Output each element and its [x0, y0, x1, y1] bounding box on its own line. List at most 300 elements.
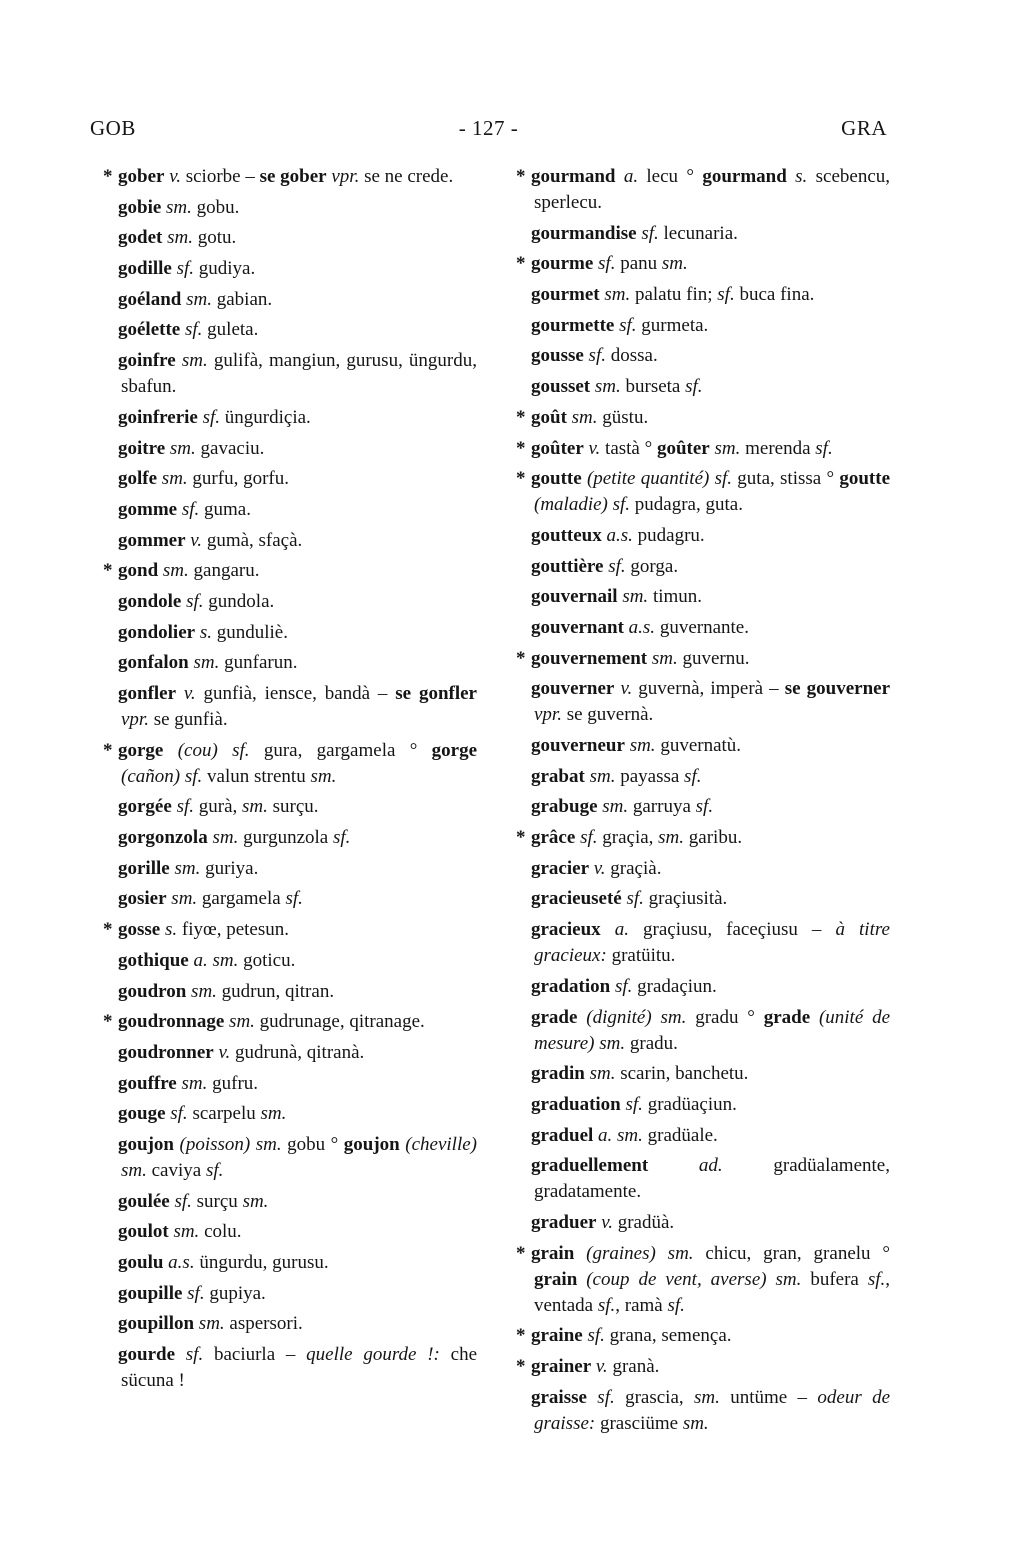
definition-text: caviya: [146, 1159, 206, 1181]
grammar-label: a. sm.: [193, 949, 239, 971]
dictionary-entry: [87, 497, 477, 523]
headword: gorge: [118, 739, 164, 761]
dictionary-entry: [500, 1210, 890, 1236]
grammar-label: ad.: [698, 1155, 723, 1177]
dictionary-entry: [87, 917, 477, 943]
grammar-label: sm.: [604, 284, 631, 306]
grammar-label: (coup de vent, averse) sm.: [586, 1268, 802, 1290]
definition-text: [175, 1344, 186, 1365]
definition-text: burseta: [620, 376, 686, 398]
dictionary-entry: [87, 1101, 477, 1127]
grammar-label: s.: [199, 621, 212, 643]
headword: gouverner: [531, 678, 615, 700]
dictionary-entry: [500, 313, 890, 339]
definition-text: grascia,: [614, 1386, 694, 1408]
grammar-label: a. sm.: [598, 1124, 643, 1146]
header-first-entry: GOB: [90, 116, 136, 140]
headword: goûter: [656, 437, 710, 459]
grammar-label: sm.: [212, 827, 239, 849]
definition-text: gumà, sfaçà.: [202, 529, 303, 551]
definition-text: gudrunage, qitranage.: [254, 1011, 425, 1033]
headword: grabat: [531, 765, 585, 787]
grammar-label: sf.: [815, 437, 833, 459]
headword: graduer: [531, 1211, 597, 1233]
definition-text: merenda: [740, 437, 816, 459]
dictionary-entry: [87, 195, 477, 221]
definition-text: gavaciu.: [195, 437, 265, 459]
entry-marker: *: [103, 1011, 113, 1033]
grammar-label: sm.: [181, 350, 208, 372]
dictionary-entry: [87, 466, 477, 492]
definition-text: gufru.: [207, 1072, 259, 1094]
headword: graine: [531, 1325, 583, 1347]
headword: se gonfler: [395, 683, 477, 704]
definition-text: , ramà: [615, 1294, 668, 1316]
dictionary-entry: [500, 1123, 890, 1149]
definition-text: gudrun, qitran.: [216, 980, 335, 1002]
definition-text: fiyœ, petesun.: [177, 919, 290, 941]
dictionary-entry: [87, 1281, 477, 1307]
headword: gourmand: [702, 166, 787, 187]
grammar-label: sf.: [867, 1268, 886, 1290]
headword: grade: [763, 1006, 811, 1028]
headword: goudronnage: [118, 1011, 225, 1033]
grammar-label: a.s.: [168, 1252, 195, 1273]
grammar-label: v.: [620, 678, 633, 700]
grammar-label: sm.: [571, 406, 598, 428]
entry-marker: *: [516, 406, 526, 428]
headword: gourmandise: [531, 222, 637, 244]
dictionary-entry: [500, 1354, 890, 1380]
grammar-label: sm.: [589, 765, 616, 787]
grammar-label: (graines) sm.: [586, 1242, 694, 1264]
definition-text: surçu.: [267, 796, 319, 818]
grammar-label: v.: [588, 437, 601, 459]
grammar-label: sf.: [685, 376, 703, 398]
page-number: - 127 -: [458, 116, 519, 140]
grammar-label: (poisson) sm.: [179, 1133, 282, 1155]
dictionary-entry: [87, 681, 477, 733]
definition-text: gotu.: [192, 227, 237, 249]
headword: grade: [531, 1006, 578, 1028]
entry-marker: *: [516, 166, 526, 187]
definition-text: dossa.: [605, 345, 658, 367]
grammar-label: vpr.: [534, 704, 562, 726]
dictionary-entry: [87, 287, 477, 313]
dictionary-entry: [87, 225, 477, 251]
definition-text: gurgunzola: [238, 827, 333, 849]
headword: graduation: [531, 1093, 621, 1115]
grammar-label: sf.: [185, 1344, 204, 1366]
headword: gorgée: [118, 796, 172, 818]
definition-text: valun strentu: [202, 765, 311, 787]
headword: gorgonzola: [118, 827, 208, 849]
dictionary-entry: [87, 558, 477, 584]
definition-text: panu: [615, 253, 662, 275]
headword: goulot: [118, 1221, 169, 1243]
grammar-label: sm.: [173, 1221, 200, 1243]
definition-text: guvernatù.: [655, 735, 742, 756]
dictionary-entry: [500, 554, 890, 580]
headword: gourde: [118, 1344, 175, 1366]
entry-marker: *: [103, 739, 113, 761]
grammar-label: v.: [183, 683, 196, 704]
dictionary-entry: [500, 374, 890, 400]
grammar-label: quelle gourde !:: [306, 1344, 440, 1366]
definition-text: gobu °: [281, 1133, 344, 1155]
grammar-label: sm.: [651, 647, 678, 669]
headword: graisse: [531, 1386, 587, 1408]
dictionary-entry: [87, 979, 477, 1005]
headword: se gouverner: [784, 678, 891, 700]
grammar-label: sf.: [285, 888, 303, 910]
headword: gosier: [118, 888, 167, 910]
definition-text: guvernu.: [677, 647, 750, 669]
grammar-label: s.: [164, 919, 178, 941]
definition-text: gradu.: [625, 1032, 678, 1054]
definition-text: güstu.: [597, 406, 649, 428]
definition-text: gudiya.: [194, 258, 256, 280]
grammar-label: sf.: [170, 1103, 188, 1125]
grammar-label: sm.: [181, 1072, 208, 1094]
definition-text: [615, 166, 623, 187]
grammar-label: sm.: [161, 468, 188, 490]
grammar-label: v.: [593, 857, 606, 879]
headword: goélette: [118, 319, 181, 341]
headword: gorge: [431, 739, 478, 761]
grammar-label: (cañon) sf.: [121, 765, 203, 787]
definition-text: pudagru.: [632, 524, 705, 546]
definition-text: pudagra, guta.: [630, 494, 743, 516]
dictionary-entry: [87, 1009, 477, 1035]
definition-text: grasciüme: [595, 1412, 683, 1434]
headword: goûter: [531, 437, 584, 459]
dictionary-entry: [500, 1061, 890, 1087]
definition-text: graçiusu, faceçiusu –: [628, 919, 836, 941]
headword: godet: [118, 227, 163, 249]
dictionary-entry: [87, 256, 477, 282]
grammar-label: sm.: [242, 1190, 269, 1212]
dictionary-entry: [87, 825, 477, 851]
definition-text: gradu °: [686, 1006, 764, 1028]
grammar-label: sm.: [174, 857, 201, 879]
definition-text: gulifà, mangiun, gurusu, üngurdu, sbafun.: [121, 350, 478, 398]
grammar-label: sm.: [229, 1011, 255, 1033]
grammar-label: sf.: [598, 253, 616, 275]
definition-text: [574, 1243, 586, 1264]
headword: gondolier: [118, 621, 196, 643]
headword: gouvernement: [531, 647, 648, 669]
dictionary-entry: [500, 523, 890, 549]
definition-text: graçia,: [597, 827, 659, 849]
grammar-label: sf.: [184, 319, 203, 341]
dictionary-entry: [500, 615, 890, 641]
grammar-label: sm.: [191, 980, 217, 1002]
grammar-label: sf.: [597, 1294, 616, 1316]
dictionary-entry: [500, 282, 890, 308]
definition-text: gradüaçiun.: [642, 1093, 737, 1115]
headword: grabuge: [531, 796, 598, 818]
headword: gosse: [118, 919, 161, 941]
entry-marker: *: [103, 560, 113, 582]
headword: gousse: [531, 345, 584, 367]
definition-text: [587, 1387, 597, 1408]
grammar-label: sf.: [332, 827, 351, 849]
grammar-label: sf.: [597, 1386, 615, 1408]
grammar-label: sm.: [193, 652, 220, 674]
grammar-label: sm.: [162, 560, 189, 582]
headword: goujon: [118, 1133, 174, 1155]
definition-text: guvernante.: [655, 616, 749, 638]
headword: grâce: [531, 827, 576, 849]
grammar-label: sf.: [695, 796, 714, 818]
dictionary-entry: [87, 620, 477, 646]
grammar-label: a.: [614, 919, 629, 941]
page-header: [90, 116, 887, 148]
definition-text: gradüalamente, gradatamente.: [534, 1155, 890, 1203]
dictionary-entry: [87, 436, 477, 462]
grammar-label: sm.: [682, 1412, 709, 1434]
definition-text: surçu: [191, 1190, 243, 1212]
dictionary-entry: [87, 164, 477, 190]
headword: goupille: [118, 1282, 183, 1304]
headword: goulu: [118, 1252, 164, 1273]
grammar-label: vpr.: [121, 709, 149, 730]
headword: gourmette: [531, 314, 615, 336]
dictionary-entry: [87, 650, 477, 676]
grammar-label: sm.: [169, 437, 196, 459]
headword: grain: [534, 1268, 578, 1290]
definition-text: gradüale.: [642, 1124, 718, 1146]
dictionary-entry: [87, 317, 477, 343]
grammar-label: sm.: [622, 586, 649, 608]
definition-text: gradaçiun.: [632, 975, 717, 997]
grammar-label: v.: [169, 166, 181, 187]
grammar-label: sf.: [608, 555, 626, 577]
dictionary-entry: [500, 794, 890, 820]
headword: goupillon: [118, 1313, 195, 1335]
entry-marker: *: [516, 1356, 526, 1377]
dictionary-entry: [500, 1323, 890, 1349]
definition-text: granà.: [607, 1356, 660, 1377]
entry-marker: *: [516, 827, 526, 849]
definition-text: gorga.: [625, 555, 679, 577]
dictionary-entry: [87, 856, 477, 882]
grammar-label: sf.: [176, 258, 195, 280]
grammar-label: s.: [795, 166, 808, 187]
definition-text: [601, 919, 615, 940]
headword: gradin: [531, 1063, 585, 1085]
entry-marker: *: [516, 437, 526, 459]
grammar-label: sf.: [205, 1159, 224, 1181]
headword: gommer: [118, 529, 186, 551]
dictionary-entry: [500, 251, 890, 277]
dictionary-entry: [500, 1092, 890, 1118]
headword: se gober: [259, 166, 327, 187]
dictionary-entry: [500, 466, 890, 518]
grammar-label: sf.: [202, 406, 221, 428]
grammar-label: a.s.: [606, 524, 633, 546]
grammar-label: sm.: [602, 796, 629, 818]
dictionary-entry: [500, 646, 890, 672]
headword: gonfalon: [118, 652, 189, 674]
headword: gourmand: [531, 166, 616, 187]
headword: grainer: [531, 1356, 592, 1377]
definition-text: sciorbe –: [180, 166, 260, 187]
grammar-label: sm.: [714, 437, 741, 459]
definition-text: gurfu, gorfu.: [187, 468, 289, 490]
grammar-label: v.: [190, 529, 203, 551]
grammar-label: sm.: [198, 1313, 225, 1335]
right-column: [500, 164, 890, 1441]
definition-text: scebencu, sperlecu.: [534, 166, 891, 213]
definition-text: chicu, gran, granelu °: [693, 1242, 890, 1264]
grammar-label: sm.: [260, 1103, 287, 1125]
definition-text: gunduliè.: [211, 621, 288, 643]
definition-text: lecu °: [638, 166, 703, 187]
definition-text: [163, 740, 177, 761]
definition-text: se ne crede.: [359, 166, 454, 187]
dictionary-entry: [500, 856, 890, 882]
grammar-label: sf.: [614, 975, 633, 997]
headword: goutte: [839, 468, 891, 490]
definition-text: guta, stissa °: [732, 468, 840, 490]
grammar-label: sm.: [186, 288, 212, 310]
entry-marker: *: [516, 1325, 526, 1347]
grammar-label: sf.: [587, 1325, 605, 1347]
definition-text: scarpelu: [187, 1103, 261, 1125]
definition-text: se guvernà.: [561, 704, 654, 726]
headword: gond: [118, 560, 159, 582]
headword: grain: [531, 1242, 575, 1264]
definition-text: , ventada: [534, 1268, 890, 1316]
grammar-label: v.: [601, 1211, 613, 1233]
grammar-label: sf.: [684, 765, 702, 787]
definition-text: gobu.: [191, 196, 240, 218]
dictionary-entry: [500, 343, 890, 369]
dictionary-entry: [87, 528, 477, 554]
grammar-label: (unité de mesure) sm.: [534, 1006, 891, 1054]
headword: gorille: [118, 857, 170, 879]
dictionary-entry: [500, 825, 890, 851]
headword: goitre: [118, 437, 166, 459]
grammar-label: sf.: [176, 796, 194, 818]
grammar-label: sm.: [661, 253, 688, 275]
headword: goujon: [343, 1133, 400, 1155]
headword: gracier: [531, 857, 590, 879]
definition-text: bufera: [801, 1268, 868, 1290]
definition-text: tastà °: [600, 437, 657, 459]
definition-text: se gunfià.: [148, 709, 228, 730]
definition-text: gargamela: [197, 888, 286, 910]
dictionary-entry: [87, 1311, 477, 1337]
grammar-label: sm.: [310, 765, 337, 787]
dictionary-entry: [87, 589, 477, 615]
definition-text: gunfià, iensce, bandà –: [195, 683, 396, 704]
definition-text: baciurla –: [203, 1344, 307, 1366]
definition-text: üngurdu, gurusu.: [194, 1252, 329, 1273]
dictionary-entry: [500, 974, 890, 1000]
grammar-label: sm.: [594, 376, 621, 398]
dictionary-entry: [87, 348, 477, 400]
definition-text: [176, 683, 184, 704]
grammar-label: sf.: [580, 827, 598, 849]
headword: gondole: [118, 590, 182, 612]
headword: goût: [531, 406, 567, 428]
dictionary-entry: [500, 676, 890, 728]
headword: gracieuseté: [531, 888, 622, 910]
dictionary-entry: [500, 164, 890, 216]
headword: gourmet: [531, 284, 600, 306]
definition-text: guriya.: [200, 857, 259, 879]
definition-text: graçià.: [605, 857, 662, 879]
dictionary-entry: [500, 1153, 890, 1205]
headword: gourme: [531, 253, 594, 275]
grammar-label: (petite quantité) sf.: [586, 468, 733, 490]
grammar-label: sm.: [166, 196, 192, 218]
grammar-label: à titre gracieux:: [534, 919, 890, 967]
headword: goéland: [118, 288, 182, 310]
dictionary-entry: [87, 1071, 477, 1097]
definition-text: gratüitu.: [606, 945, 676, 967]
dictionary-entry: [87, 1040, 477, 1066]
dictionary-entry: [500, 584, 890, 610]
headword: gober: [118, 166, 165, 187]
headword: graduellement: [531, 1155, 649, 1177]
headword: gradation: [531, 975, 611, 997]
definition-text: gangaru.: [188, 560, 260, 582]
definition-text: goticu.: [238, 949, 296, 971]
definition-text: garibu.: [684, 827, 743, 849]
grammar-label: sm.: [658, 827, 685, 849]
grammar-label: (maladie) sf.: [534, 494, 631, 516]
grammar-label: sf.: [619, 314, 637, 336]
dictionary-entry: [500, 221, 890, 247]
dictionary-entry: [500, 436, 890, 462]
headword: gouffre: [118, 1072, 177, 1094]
grammar-label: sm.: [171, 888, 198, 910]
grammar-label: sm.: [629, 735, 656, 756]
dictionary-entry: [87, 1189, 477, 1215]
grammar-label: sf.: [667, 1294, 685, 1316]
headword: gouvernail: [531, 586, 618, 608]
definition-text: guleta.: [202, 319, 259, 341]
dictionary-entry: [500, 917, 890, 969]
headword: gracieux: [531, 919, 601, 941]
headword: goinfre: [118, 350, 176, 372]
definition-text: scarin, banchetu.: [615, 1063, 749, 1085]
dictionary-entry: [87, 794, 477, 820]
dictionary-entry: [87, 405, 477, 431]
dictionary-entry: [500, 886, 890, 912]
dictionary-entry: [87, 738, 477, 790]
dictionary-entry: [500, 764, 890, 790]
grammar-label: odeur de graisse:: [534, 1386, 890, 1434]
dictionary-entry: [500, 1005, 890, 1057]
headword: goutteux: [531, 524, 602, 546]
entry-marker: *: [516, 647, 526, 669]
grammar-label: (dignité) sm.: [586, 1006, 687, 1028]
entry-marker: *: [516, 468, 526, 490]
grammar-label: vpr.: [331, 166, 360, 187]
entry-marker: *: [516, 253, 526, 275]
headword: gobie: [118, 196, 162, 218]
definition-text: guma.: [199, 498, 251, 520]
definition-text: palatu fin;: [630, 284, 718, 306]
definition-text: buca fina.: [734, 284, 815, 306]
definition-text: guvernà, imperà –: [632, 678, 785, 700]
headword: golfe: [118, 468, 158, 490]
